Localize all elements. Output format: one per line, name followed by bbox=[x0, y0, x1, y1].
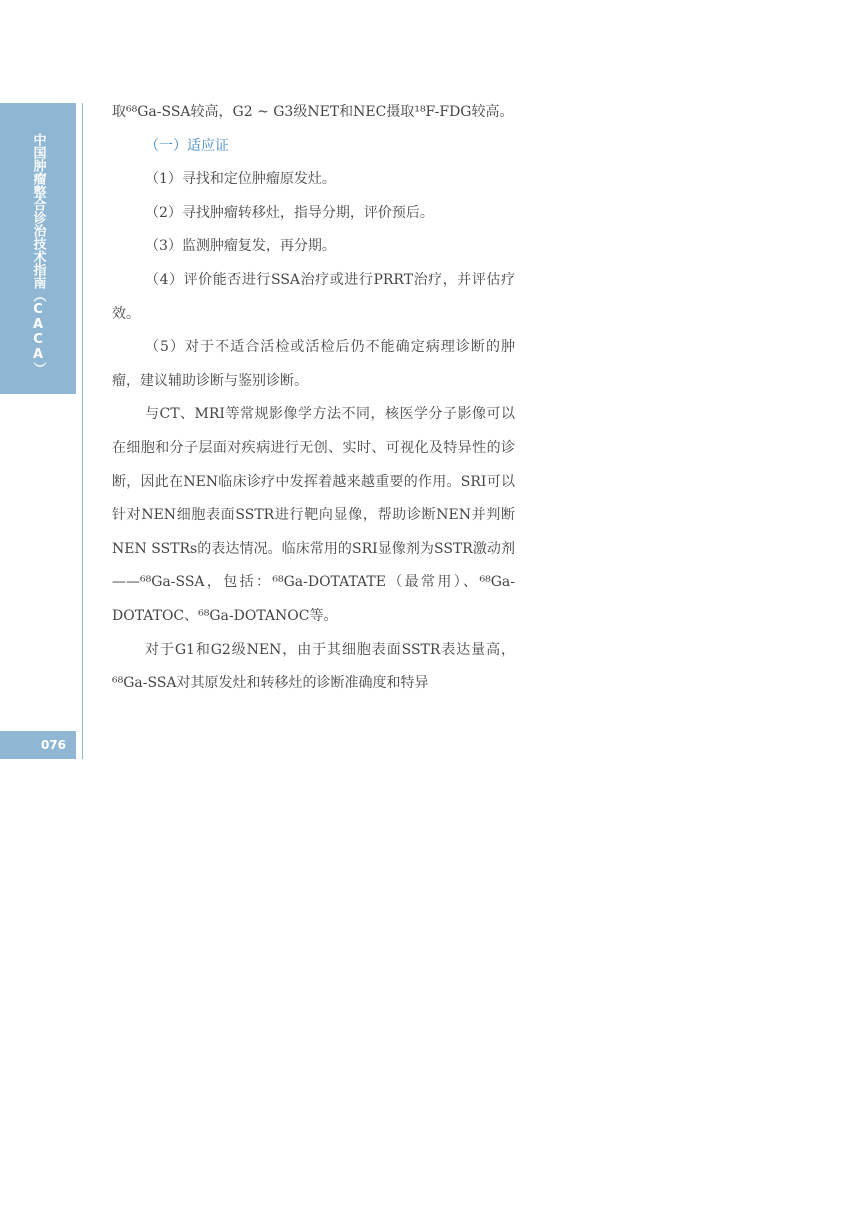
margin-rule bbox=[82, 103, 83, 759]
list-item: （5）对于不适合活检或活检后仍不能确定病理诊断的肿瘤，建议辅助诊断与鉴别诊断。 bbox=[112, 339, 515, 389]
sidebar-tab bbox=[0, 103, 76, 394]
list-item: （4）评价能否进行SSA治疗或进行PRRT治疗，并评估疗效。 bbox=[112, 271, 515, 322]
page-number: 076 bbox=[0, 731, 76, 759]
main-text bbox=[112, 96, 515, 701]
book-title: 中国肿瘤整合诊治技术指南（CACA） bbox=[30, 133, 46, 375]
list-item: （3）监测肿瘤复发，再分期。 bbox=[145, 238, 336, 255]
section-heading: （一）适应证 bbox=[145, 137, 229, 154]
paragraph-continued: 取⁶⁸Ga-SSA较高，G2 ~ G3级NET和NEC摄取¹⁸F-FDG较高。 bbox=[112, 104, 514, 120]
list-item: （1）寻找和定位肿瘤原发灶。 bbox=[145, 171, 336, 188]
list-item: （2）寻找肿瘤转移灶，指导分期，评价预后。 bbox=[145, 204, 434, 221]
paragraph: 对于G1和G2级NEN，由于其细胞表面SSTR表达量高，⁶⁸Ga-SSA对其原发灶和转移灶的诊断准确度和特异 bbox=[112, 641, 515, 692]
paragraph: 与CT、MRI等常规影像学方法不同，核医学分子影像可以在细胞和分子层面对疾病进行无创、实时、可视化及特异性的诊断，因此在NEN临床诊疗中发挥着越来越重要的作用。SRI可以针对NEN细胞表面SSTR进行靶向显像，帮助诊断NEN并判断NEN SSTRs的表达情况。临床常用的SRI显像剂为SSTR激动剂——⁶⁸Ga-SSA，包括：⁶⁸Ga-DOTATATE（最常用）、⁶⁸Ga-DOTATOC、⁶⁸Ga-DOTANOC等。 bbox=[112, 406, 515, 624]
